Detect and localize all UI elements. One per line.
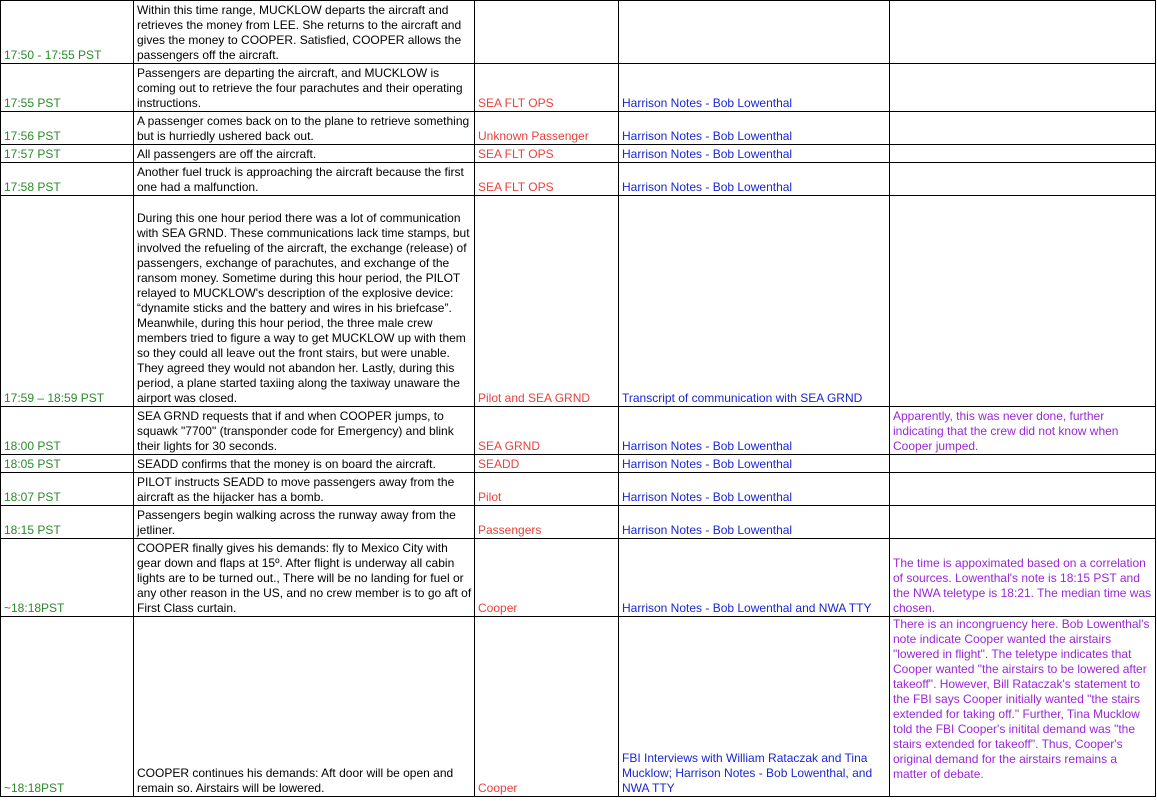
time-cell[interactable]: 17:57 PST (1, 145, 134, 163)
note-cell[interactable]: The time is appoximated based on a correlation of sources. Lowenthal's note is 18:15 PST and the NWA teletype is 18:21. The median time was chosen. (890, 539, 1156, 617)
table-row (1, 1, 1156, 64)
event-cell[interactable]: All passengers are off the aircraft. (134, 145, 475, 163)
note-cell[interactable] (890, 1, 1156, 64)
table-row (1, 617, 1156, 797)
reference-cell[interactable]: Harrison Notes - Bob Lowenthal (619, 506, 890, 539)
table-row (1, 473, 1156, 506)
event-cell[interactable]: PILOT instructs SEADD to move passengers away from the aircraft as the hijacker has a bomb. (134, 473, 475, 506)
source-cell[interactable] (475, 1, 619, 64)
time-cell[interactable]: 17:59 – 18:59 PST (1, 196, 134, 407)
event-cell[interactable]: During this one hour period there was a lot of communication with SEA GRND. These communications lack time stamps, but involved the refueling of the aircraft, the exchange (release) of passengers, exchange of parachutes, and exchange of the ransom money. Sometime during this hour period, the PILOT relayed to MUCKLOW's description of the explosive device: “dynamite sticks and the battery and wires in his briefcase”. Meanwhile, during this hour period, the three male crew members tried to figure a way to get MUCKLOW up with them so they could all leave out the front stairs, but were unable. They agreed they would not abandon her. Lastly, during this period, a plane started taxiing along the taxiway unaware the airport was closed. (134, 196, 475, 407)
reference-cell[interactable] (619, 1, 890, 64)
time-cell[interactable]: 17:56 PST (1, 112, 134, 145)
reference-cell[interactable]: Harrison Notes - Bob Lowenthal and NWA TTY (619, 539, 890, 617)
table-row (1, 196, 1156, 407)
time-cell[interactable]: 18:15 PST (1, 506, 134, 539)
event-cell[interactable]: SEA GRND requests that if and when COOPER jumps, to squawk "7700" (transponder code for Emergency) and blink their lights for 30 seconds. (134, 407, 475, 455)
note-cell[interactable] (890, 145, 1156, 163)
note-cell[interactable] (890, 506, 1156, 539)
note-cell[interactable] (890, 473, 1156, 506)
reference-cell[interactable]: Harrison Notes - Bob Lowenthal (619, 407, 890, 455)
note-cell[interactable]: There is an incongruency here. Bob Lowenthal's note indicate Cooper wanted the airstairs "lowered in flight". The teletype indicates that Cooper wanted "the airstairs to be lowered after takeoff". However, Bill Rataczak's statement to the FBI says Cooper initially wanted "the stairs extended for taking off." Further, Tina Mucklow told the FBI Cooper's initital demand was "the stairs extended for takeoff". Thus, Cooper's original demand for the airstairs remains a matter of debate. (890, 617, 1156, 797)
reference-cell[interactable]: Transcript of communication with SEA GRND (619, 196, 890, 407)
source-cell[interactable]: SEA FLT OPS (475, 145, 619, 163)
time-cell[interactable]: 18:00 PST (1, 407, 134, 455)
source-cell[interactable]: Unknown Passenger (475, 112, 619, 145)
reference-cell[interactable]: Harrison Notes - Bob Lowenthal (619, 145, 890, 163)
table-row (1, 455, 1156, 473)
source-cell[interactable]: Passengers (475, 506, 619, 539)
time-cell[interactable]: 17:55 PST (1, 64, 134, 112)
reference-cell[interactable]: Harrison Notes - Bob Lowenthal (619, 473, 890, 506)
source-cell[interactable]: SEA FLT OPS (475, 163, 619, 196)
reference-cell[interactable]: Harrison Notes - Bob Lowenthal (619, 64, 890, 112)
event-cell[interactable]: Passengers are departing the aircraft, and MUCKLOW is coming out to retrieve the four parachutes and their operating instructions. (134, 64, 475, 112)
reference-cell[interactable]: Harrison Notes - Bob Lowenthal (619, 163, 890, 196)
note-cell[interactable]: Apparently, this was never done, further indicating that the crew did not know when Cooper jumped. (890, 407, 1156, 455)
table-row (1, 539, 1156, 617)
event-cell[interactable]: Passengers begin walking across the runway away from the jetliner. (134, 506, 475, 539)
note-cell[interactable] (890, 163, 1156, 196)
note-cell[interactable] (890, 64, 1156, 112)
table-row (1, 506, 1156, 539)
source-cell[interactable]: SEA FLT OPS (475, 64, 619, 112)
event-cell[interactable]: SEADD confirms that the money is on board the aircraft. (134, 455, 475, 473)
time-cell[interactable]: 18:07 PST (1, 473, 134, 506)
reference-cell[interactable]: FBI Interviews with William Rataczak and Tina Mucklow; Harrison Notes - Bob Lowenthal, and NWA TTY (619, 617, 890, 797)
source-cell[interactable]: SEADD (475, 455, 619, 473)
source-cell[interactable]: SEA GRND (475, 407, 619, 455)
event-cell[interactable]: COOPER finally gives his demands: fly to Mexico City with gear down and flaps at 15º. After flight is underway all cabin lights are to be turned out., There will be no landing for fuel or any other reason in the US, and no crew member is to go aft of First Class curtain. (134, 539, 475, 617)
time-cell[interactable]: 17:50 - 17:55 PST (1, 1, 134, 64)
table-row (1, 407, 1156, 455)
table-row (1, 112, 1156, 145)
source-cell[interactable]: Cooper (475, 539, 619, 617)
table-row (1, 163, 1156, 196)
time-cell[interactable]: ~18:18PST (1, 617, 134, 797)
reference-cell[interactable]: Harrison Notes - Bob Lowenthal (619, 455, 890, 473)
table-row (1, 64, 1156, 112)
note-cell[interactable] (890, 112, 1156, 145)
source-cell[interactable]: Cooper (475, 617, 619, 797)
reference-cell[interactable]: Harrison Notes - Bob Lowenthal (619, 112, 890, 145)
time-cell[interactable]: 17:58 PST (1, 163, 134, 196)
event-cell[interactable]: Another fuel truck is approaching the aircraft because the first one had a malfunction. (134, 163, 475, 196)
time-cell[interactable]: ~18:18PST (1, 539, 134, 617)
source-cell[interactable]: Pilot (475, 473, 619, 506)
source-cell[interactable]: Pilot and SEA GRND (475, 196, 619, 407)
note-cell[interactable] (890, 196, 1156, 407)
event-cell[interactable]: COOPER continues his demands: Aft door will be open and remain so. Airstairs will be lowered. (134, 617, 475, 797)
table-row (1, 145, 1156, 163)
note-cell[interactable] (890, 455, 1156, 473)
event-cell[interactable]: Within this time range, MUCKLOW departs the aircraft and retrieves the money from LEE. She returns to the aircraft and gives the money to COOPER. Satisfied, COOPER allows the passengers off the aircraft. (134, 1, 475, 64)
event-cell[interactable]: A passenger comes back on to the plane to retrieve something but is hurriedly ushered back out. (134, 112, 475, 145)
time-cell[interactable]: 18:05 PST (1, 455, 134, 473)
